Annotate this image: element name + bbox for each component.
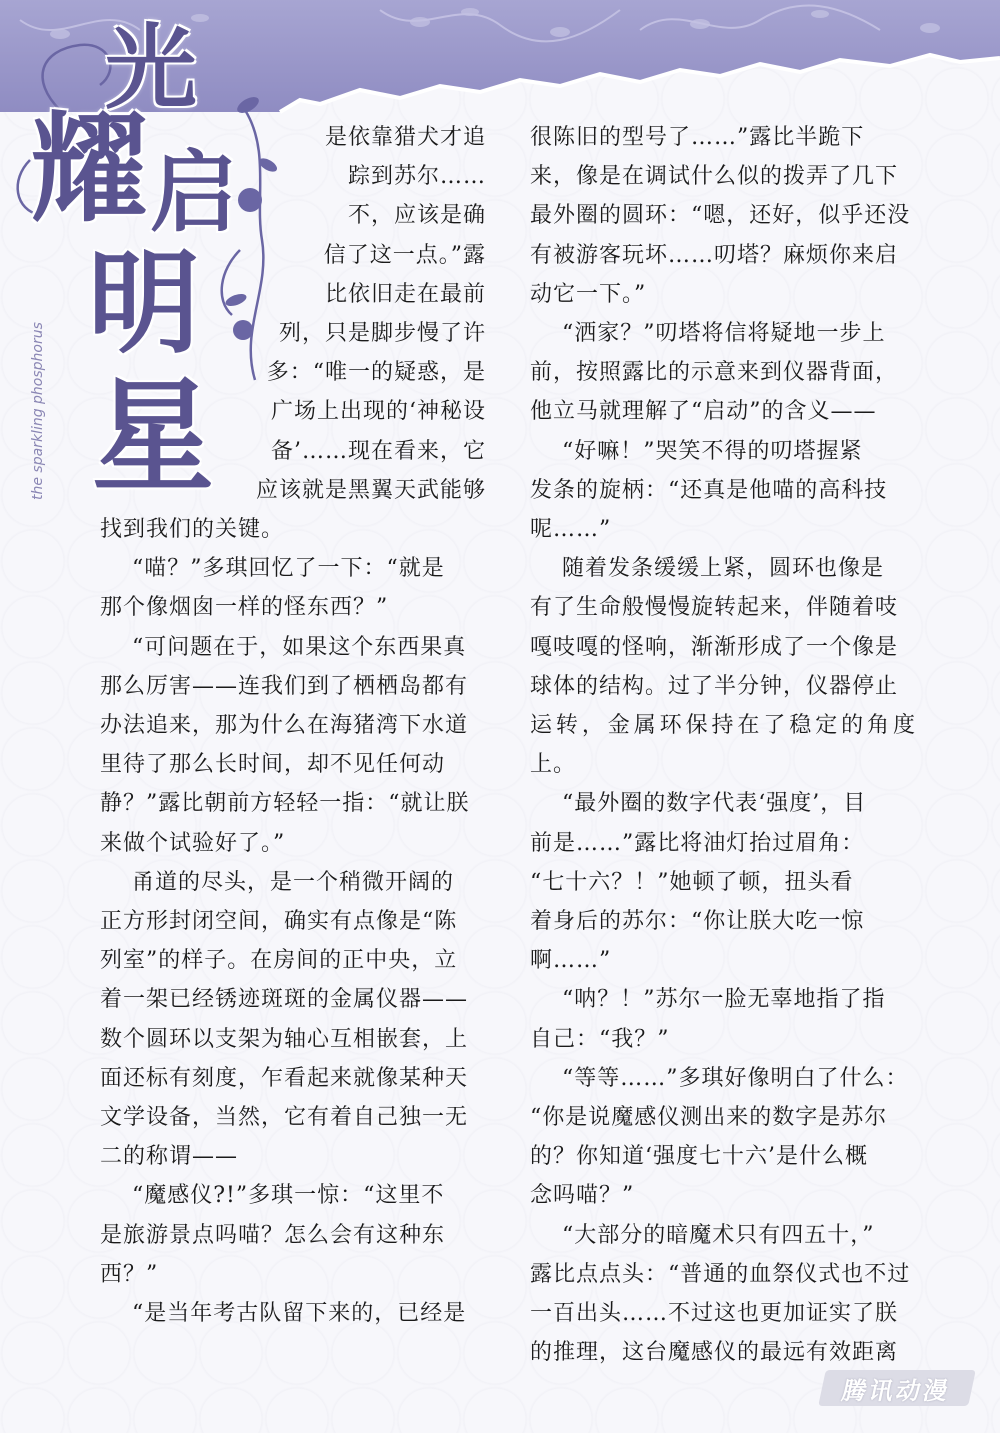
text-line: 他立马就理解了“启动”的含义—— <box>530 399 877 425</box>
text-line: 的？你知道‘强度七十六’是什么概 <box>530 1144 868 1170</box>
text-line: 信了这一点。”露 <box>323 242 486 268</box>
left-column <box>100 118 486 1333</box>
text-line: “七十六？！”她顿了顿，扭头看 <box>530 869 854 895</box>
text-line: 数个圆环以支架为轴心互相嵌套，上 <box>100 1026 469 1052</box>
text-line: 那个像烟囱一样的怪东西？” <box>100 595 389 621</box>
text-line: 自己：“我？” <box>530 1026 670 1052</box>
text-line: 办法追来，那为什么在海猪湾下水道 <box>100 713 469 739</box>
text-line: 二的称谓—— <box>100 1144 239 1170</box>
text-line: “最外圈的数字代表‘强度’，目 <box>530 791 867 817</box>
title-char-5: 星 <box>92 364 214 508</box>
text-line: 应该就是黑翼天武能够 <box>255 477 486 503</box>
text-line: “洒家？”叨塔将信将疑地一步上 <box>530 321 886 347</box>
text-line: “喵？”多琪回忆了一下：“就是 <box>100 556 445 582</box>
text-line: 是依靠猎犬才追 <box>324 125 486 150</box>
logo-text: 腾讯动漫 <box>839 1376 954 1405</box>
text-line: 最外圈的圆环：“嗯，还好，似乎还没 <box>530 203 911 229</box>
title-char-1: 光 <box>105 14 198 122</box>
text-line: 露比点点头：“普通的血祭仪式也不过 <box>530 1261 911 1287</box>
text-line: 广场上出现的‘神秘设 <box>271 399 486 425</box>
text-line: 前，按照露比的示意来到仪器背面， <box>530 360 899 386</box>
text-line: 不，应该是确 <box>347 203 486 229</box>
text-line: 啊……” <box>530 948 612 974</box>
text-line: 运转，金属环保持在了稳定的角度上。 <box>530 713 916 778</box>
text-line: 多：“唯一的疑惑，是 <box>266 360 486 386</box>
text-line: 呢……” <box>530 517 612 543</box>
text-line: 一百出头……不过这也更加证实了朕 <box>530 1301 899 1327</box>
text-line: 是旅游景点吗喵？怎么会有这种东 <box>100 1222 446 1248</box>
text-line: “可问题在于，如果这个东西果真 <box>100 634 467 660</box>
text-line: 静？”露比朝前方轻轻一指：“就让朕 <box>100 791 470 817</box>
text-line: 念吗喵？” <box>530 1183 635 1209</box>
text-line: 西？” <box>100 1261 159 1287</box>
title-char-4: 明 <box>88 238 200 369</box>
text-line: 的推理，这台魔感仪的最远有效距离 <box>530 1340 899 1366</box>
text-line: 找到我们的关键。 <box>100 517 285 543</box>
text-line: 前是……”露比将油灯抬过眉角： <box>530 830 865 856</box>
text-line: 那么厉害——连我们到了栖栖岛都有 <box>100 673 469 699</box>
text-line: 很陈旧的型号了……”露比半跪下 <box>530 125 865 150</box>
text-line: 备’……现在看来，它 <box>271 438 486 464</box>
right-column <box>530 118 916 1373</box>
title-subtitle: the sparkling phosphorus <box>30 322 46 500</box>
text-line: 球体的结构。过了半分钟，仪器停止 <box>530 673 899 699</box>
text-line: 文学设备，当然，它有着自己独一无 <box>100 1105 469 1131</box>
text-line: 正方形封闭空间，确实有点像是“陈 <box>100 909 458 935</box>
text-line: 着身后的苏尔：“你让朕大吃一惊 <box>530 909 865 935</box>
text-line: 有被游客玩坏……叨塔？麻烦你来启 <box>530 242 899 268</box>
text-line: 发条的旋柄：“还真是他喵的高科技 <box>530 477 888 503</box>
text-line: “魔感仪?!”多琪一惊：“这里不 <box>100 1183 445 1209</box>
text-line: 踪到苏尔…… <box>347 164 486 190</box>
title-char-2: 耀 <box>30 99 149 238</box>
text-line: 随着发条缓缓上紧，圆环也像是 <box>530 556 884 582</box>
text-line: 来，像是在调试什么似的拨弄了几下 <box>530 164 899 190</box>
text-line: “大部分的暗魔术只有四五十，” <box>530 1222 875 1248</box>
text-line: “是当年考古队留下来的，已经是 <box>100 1301 467 1327</box>
text-line: 面还标有刻度，乍看起来就像某种天 <box>100 1065 469 1091</box>
text-line: “你是说魔感仪测出来的数字是苏尔 <box>530 1105 888 1131</box>
text-line: “等等……”多琪好像明白了什么： <box>530 1065 909 1091</box>
text-line: 来做个试验好了。” <box>100 830 286 856</box>
text-line: 比依旧走在最前 <box>324 281 486 307</box>
text-line: 嘎吱嘎的怪响，渐渐形成了一个像是 <box>530 634 899 660</box>
text-line: 有了生命般慢慢旋转起来，伴随着吱 <box>530 595 899 621</box>
text-line: 列室”的样子。在房间的正中央，立 <box>100 948 458 974</box>
text-line: 着一架已经锈迹斑斑的金属仪器—— <box>100 987 469 1013</box>
text-line: 动它一下。” <box>530 281 647 307</box>
text-line: “呐？！”苏尔一脸无辜地指了指 <box>530 987 886 1013</box>
text-line: 列，只是脚步慢了许 <box>278 321 486 347</box>
watermark-logo <box>818 1370 976 1406</box>
title-char-3: 启 <box>150 140 239 244</box>
text-line: “好嘛！”哭笑不得的叨塔握紧 <box>530 438 863 464</box>
text-line: 里待了那么长时间，却不见任何动 <box>100 752 446 778</box>
text-line: 甬道的尽头，是一个稍微开阔的 <box>100 869 454 895</box>
